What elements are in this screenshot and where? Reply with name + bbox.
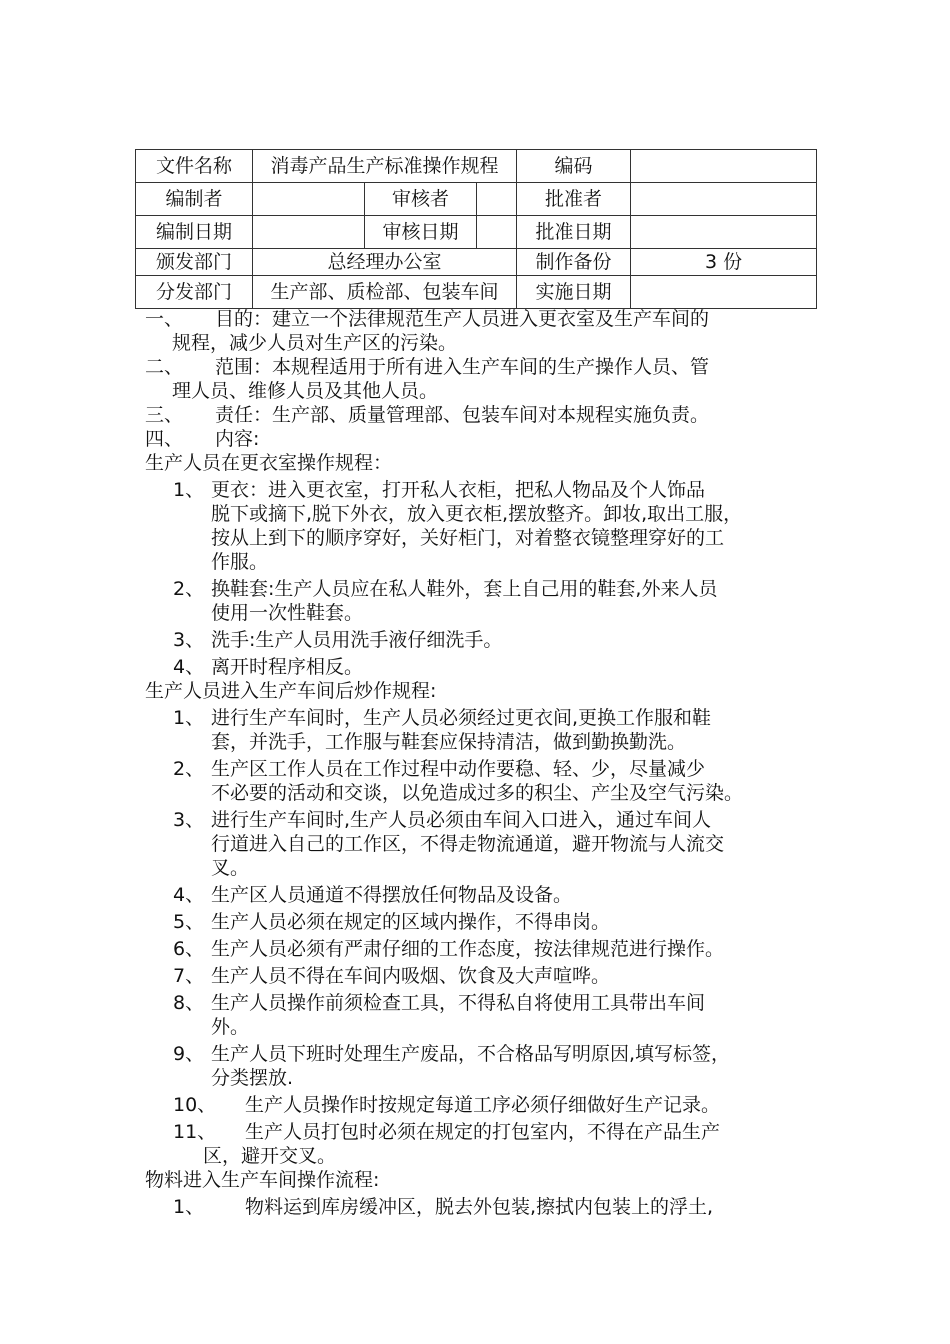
list-item-text <box>211 964 825 988</box>
label-code: 编码 <box>517 150 631 183</box>
list-item-number: 2、 <box>173 578 205 600</box>
list-item-line: 生产区工作人员在工作过程中动作要稳、轻、少，尽量减少 <box>211 758 706 780</box>
list-item-number: 1、 <box>173 479 205 501</box>
list-item-number: 6、 <box>173 938 205 960</box>
section-purpose <box>145 307 825 355</box>
section-text-cont: 规程，减少人员对生产区的污染。 <box>172 332 458 354</box>
list-item-text <box>211 757 825 805</box>
list-item-text <box>203 1120 825 1168</box>
group-changing-room-title: 生产人员在更衣室操作规程： <box>145 452 393 474</box>
list-item-line: 不必要的活动和交谈，以免造成过多的积尘、产尘及空气污染。 <box>211 782 744 804</box>
list-item-number: 10、 <box>173 1094 217 1116</box>
document-header-table <box>135 149 817 309</box>
list-item-text <box>211 1042 825 1090</box>
label-copies: 制作备份 <box>517 249 631 276</box>
list-item <box>173 991 825 1039</box>
list-item <box>173 1195 825 1219</box>
list-item-line: 作服。 <box>211 551 269 573</box>
list-item <box>173 937 825 961</box>
value-author <box>253 183 365 216</box>
list-item-text <box>211 706 825 754</box>
list-item-number: 4、 <box>173 656 205 678</box>
section-content <box>145 427 825 451</box>
group-workshop-title: 生产人员进入生产车间后炒作规程: <box>145 680 437 702</box>
list-item-number: 1、 <box>173 707 205 729</box>
label-author: 编制者 <box>136 183 253 216</box>
list-item-text <box>211 808 825 880</box>
list-item-text <box>211 577 825 625</box>
list-item-text <box>211 937 825 961</box>
list-item-line: 叉。 <box>211 857 250 879</box>
list-item-number: 8、 <box>173 992 205 1014</box>
section-number: 四、 <box>145 428 184 450</box>
label-approver: 批准者 <box>517 183 631 216</box>
section-text: 范围：本规程适用于所有进入生产车间的生产操作人员、管 <box>215 356 710 378</box>
group-workshop-list <box>145 706 825 1090</box>
list-item <box>173 883 825 907</box>
list-item-line: 外。 <box>211 1016 250 1038</box>
list-item-text <box>211 883 825 907</box>
value-issuing-dept: 总经理办公室 <box>253 249 517 276</box>
section-responsibility <box>145 403 825 427</box>
section-number: 三、 <box>145 404 184 426</box>
section-number: 一、 <box>145 308 184 330</box>
label-issuing-dept: 颁发部门 <box>136 249 253 276</box>
list-item-line: 更衣：进入更衣室，打开私人衣柜，把私人物品及个人饰品 <box>211 479 706 501</box>
list-item-line: 生产人员必须有严肃仔细的工作态度，按法律规范进行操作。 <box>211 938 725 960</box>
list-item-line: 进行生产车间时，生产人员必须经过更衣间,更换工作服和鞋 <box>211 707 712 729</box>
list-item-line: 生产人员不得在车间内吸烟、饮食及大声喧哗。 <box>211 965 611 987</box>
value-copies: 3 份 <box>631 249 817 276</box>
label-reviewer: 审核者 <box>365 183 477 216</box>
list-item-number: 11、 <box>173 1121 217 1143</box>
list-item-number: 4、 <box>173 884 205 906</box>
list-item-text <box>211 991 825 1039</box>
section-text: 目的：建立一个法律规范生产人员进入更衣室及生产车间的 <box>215 308 710 330</box>
section-text-cont: 理人员、维修人员及其他人员。 <box>172 380 439 402</box>
list-item-number: 9、 <box>173 1043 205 1065</box>
list-item-number: 3、 <box>173 809 205 831</box>
list-item-text <box>245 1093 825 1117</box>
list-item-number: 1、 <box>173 1196 205 1218</box>
label-effective-date: 实施日期 <box>517 276 631 309</box>
group-material-title: 物料进入生产车间操作流程: <box>145 1169 380 1191</box>
list-item-line: 按从上到下的顺序穿好，关好柜门，对着整衣镜整理穿好的工 <box>211 527 725 549</box>
list-item <box>173 1042 825 1090</box>
list-item-line: 分类摆放. <box>211 1067 294 1089</box>
list-item-text <box>211 655 825 679</box>
list-item-line: 区，避开交叉。 <box>203 1145 337 1167</box>
list-item-line: 生产人员操作时按规定每道工序必须仔细做好生产记录。 <box>245 1094 721 1116</box>
list-item-number: 2、 <box>173 758 205 780</box>
list-item-text <box>245 1195 825 1219</box>
list-item <box>173 1093 825 1117</box>
list-item-line: 离开时程序相反。 <box>211 656 364 678</box>
document-body <box>145 307 825 1219</box>
list-item <box>173 808 825 880</box>
list-item <box>173 478 825 574</box>
list-item-line: 脱下或摘下,脱下外衣，放入更衣柜,摆放整齐。卸妆,取出工服， <box>211 503 743 525</box>
list-item <box>173 577 825 625</box>
list-item-number: 7、 <box>173 965 205 987</box>
list-item <box>173 910 825 934</box>
list-item <box>173 1120 825 1168</box>
list-item-text <box>211 628 825 652</box>
value-effective-date <box>631 276 817 309</box>
value-file-name: 消毒产品生产标准操作规程 <box>253 150 517 183</box>
label-author-date: 编制日期 <box>136 216 253 249</box>
value-author-date <box>253 216 365 249</box>
value-code <box>631 150 817 183</box>
value-review-date <box>477 216 517 249</box>
list-item-line: 生产区人员通道不得摆放任何物品及设备。 <box>211 884 573 906</box>
value-approve-date <box>631 216 817 249</box>
list-item-number: 5、 <box>173 911 205 933</box>
group-workshop-list-wide <box>145 1093 825 1168</box>
label-approve-date: 批准日期 <box>517 216 631 249</box>
list-item-line: 生产人员下班时处理生产废品，不合格品写明原因,填写标签， <box>211 1043 731 1065</box>
list-item-number: 3、 <box>173 629 205 651</box>
value-reviewer <box>477 183 517 216</box>
list-item <box>173 655 825 679</box>
list-item <box>173 757 825 805</box>
label-review-date: 审核日期 <box>365 216 477 249</box>
label-distribution-dept: 分发部门 <box>136 276 253 309</box>
label-file-name: 文件名称 <box>136 150 253 183</box>
list-item-line: 使用一次性鞋套。 <box>211 602 364 624</box>
list-item-line: 换鞋套:生产人员应在私人鞋外，套上自己用的鞋套,外来人员 <box>211 578 718 600</box>
group-changing-room-list <box>145 478 825 679</box>
section-text: 责任：生产部、质量管理部、包装车间对本规程实施负责。 <box>215 404 710 426</box>
section-text: 内容: <box>215 428 260 450</box>
list-item-text <box>211 910 825 934</box>
list-item <box>173 964 825 988</box>
list-item-line: 洗手:生产人员用洗手液仔细洗手。 <box>211 629 503 651</box>
list-item-line: 套，并洗手，工作服与鞋套应保持清洁，做到勤换勤洗。 <box>211 731 687 753</box>
value-approver <box>631 183 817 216</box>
section-number: 二、 <box>145 356 184 378</box>
list-item <box>173 628 825 652</box>
list-item-line: 物料运到库房缓冲区，脱去外包装,擦拭内包装上的浮土, <box>245 1196 714 1218</box>
section-scope <box>145 355 825 403</box>
list-item-text <box>211 478 825 574</box>
list-item-line: 生产人员打包时必须在规定的打包室内，不得在产品生产 <box>245 1121 721 1143</box>
value-distribution-dept: 生产部、质检部、包装车间 <box>253 276 517 309</box>
group-material-list <box>145 1195 825 1219</box>
list-item-line: 生产人员操作前须检查工具，不得私自将使用工具带出车间 <box>211 992 706 1014</box>
list-item <box>173 706 825 754</box>
list-item-line: 行道进入自己的工作区，不得走物流通道，避开物流与人流交 <box>211 833 725 855</box>
list-item-line: 进行生产车间时,生产人员必须由车间入口进入，通过车间人 <box>211 809 712 831</box>
list-item-line: 生产人员必须在规定的区域内操作，不得串岗。 <box>211 911 611 933</box>
